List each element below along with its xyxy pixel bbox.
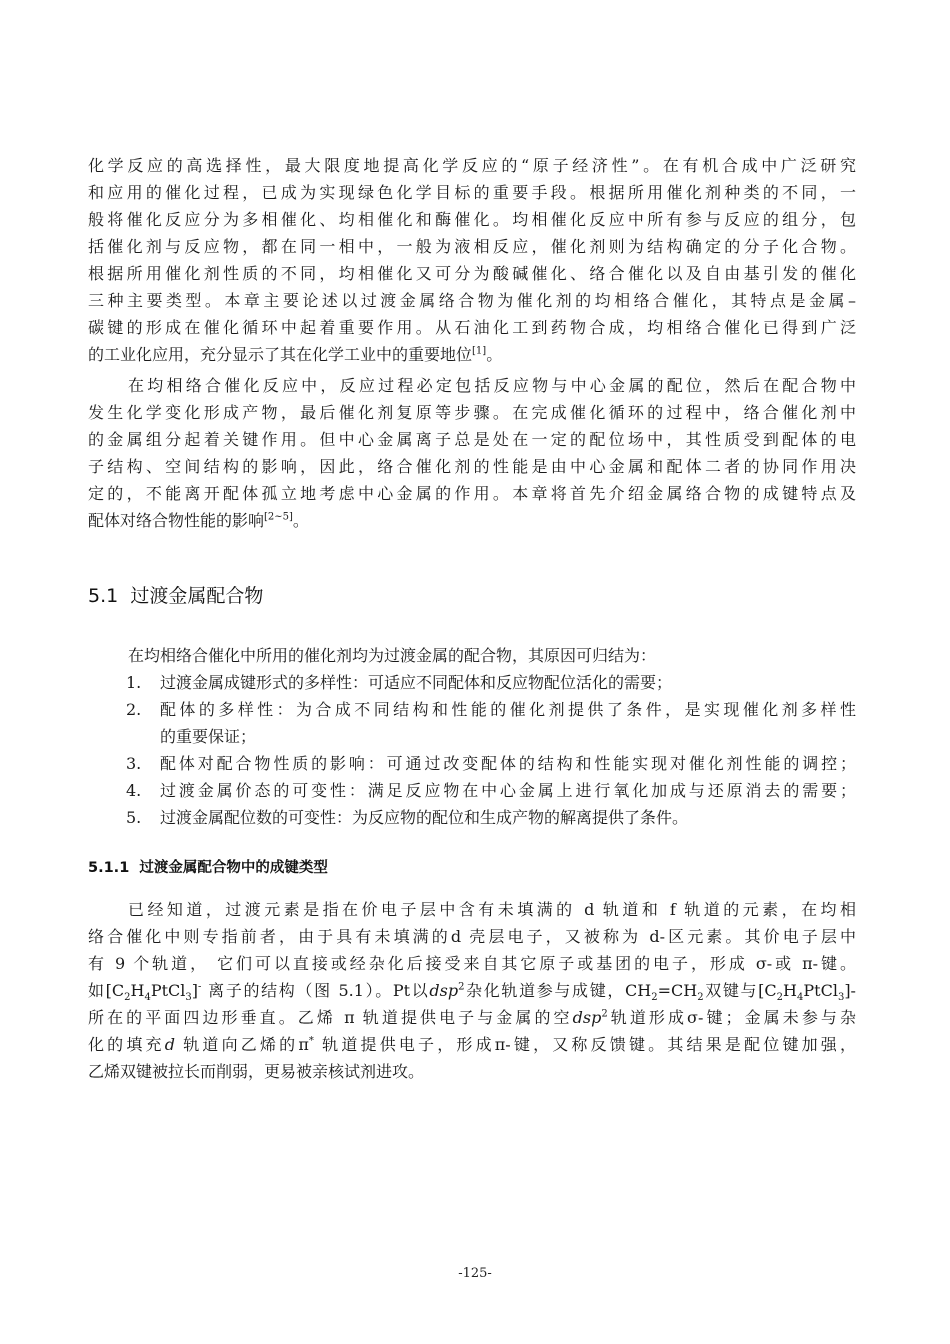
text-line — [88, 977, 856, 1004]
page-number: -125- — [458, 1266, 492, 1281]
text-span: ]- — [844, 981, 856, 1000]
text-line: 括催化剂与反应物，都在同一相中，一般为液相反应，催化剂则为结构确定的分子化合物。 — [88, 237, 856, 256]
subscript: 3 — [185, 992, 192, 1004]
subscript: 2 — [776, 992, 784, 1004]
text-span: dsp — [429, 981, 459, 1000]
list-number: 4. — [126, 781, 142, 800]
text-line: 和应用的催化过程，已成为实现绿色化学目标的重要手段。根据所用催化剂种类的不同，一 — [88, 183, 856, 202]
subscript: 2 — [697, 992, 704, 1004]
text-span: 轨道形成σ-键；金属未参与杂 — [607, 1008, 856, 1027]
text-span: 。 — [292, 511, 309, 530]
text-span: 轨道向乙烯的π — [174, 1035, 309, 1054]
text-span: 离子的结构（图 5.1）。Pt以 — [201, 981, 430, 1000]
text-span: 如[C — [88, 981, 125, 1000]
subsection-title: 过渡金属配合物中的成键类型 — [139, 860, 328, 876]
text-line — [88, 341, 856, 368]
text-span: =CH — [657, 981, 698, 1000]
superscript: 2 — [458, 981, 465, 993]
text-line: 在均相络合催化反应中，反应过程必定包括反应物与中心金属的配位，然后在配合物中 — [128, 376, 856, 395]
text-span: H — [783, 981, 797, 1000]
text-line — [88, 507, 856, 534]
list-text: 的重要保证； — [160, 727, 257, 746]
list-text: 过渡金属价态的可变性：满足反应物在中心金属上进行氧化加成与还原消去的需要； — [160, 781, 856, 800]
paragraph-1 — [88, 152, 856, 368]
text-span: 。 — [486, 345, 503, 364]
text-span: PtCl — [150, 981, 186, 1000]
text-span: 所在的平面四边形垂直。乙烯 π 轨道提供电子与金属的空 — [88, 1008, 573, 1027]
text-line: 有 9 个轨道， 它们可以直接或经杂化后接受来自其它原子或基团的电子，形成 σ-或 π-键。 — [88, 954, 856, 973]
text-line: 般将催化反应分为多相催化、均相催化和酶催化。均相催化反应中所有参与反应的组分，包 — [88, 210, 856, 229]
text-span: PtCl — [803, 981, 838, 1000]
section-number: 5.1 — [88, 585, 119, 607]
text-span: 的工业化应用，充分显示了其在化学工业中的重要地位 — [88, 345, 473, 364]
text-line — [88, 1031, 856, 1058]
text-span: dsp — [572, 1008, 602, 1027]
text-line: 三种主要类型。本章主要论述以过渡金属络合物为催化剂的均相络合催化，其特点是金属– — [88, 291, 856, 310]
list-number: 2. — [126, 700, 142, 719]
list-number: 5. — [126, 808, 142, 827]
citation: [1] — [472, 345, 487, 357]
text-span: 化的填充 — [88, 1035, 165, 1054]
superscript: * — [308, 1035, 314, 1047]
text-span: ] — [191, 981, 199, 1000]
paragraph-3 — [88, 896, 856, 1085]
superscript: 2 — [601, 1008, 608, 1020]
list-block — [88, 642, 856, 831]
text-line: 发生化学变化形成产物，最后催化剂复原等步骤。在完成催化循环的过程中，络合催化剂中 — [88, 403, 856, 422]
text-span: 双键与[C — [703, 981, 777, 1000]
subscript: 4 — [797, 992, 804, 1004]
section-title: 过渡金属配合物 — [130, 585, 264, 607]
text-line: 络合催化中则专指前者，由于具有未填满的d 壳层电子，又被称为 d-区元素。其价电子层中 — [88, 927, 856, 946]
list-number: 1. — [126, 673, 142, 692]
subscript: 3 — [837, 992, 845, 1004]
text-line: 子结构、空间结构的影响，因此，络合催化剂的性能是由中心金属和配体二者的协同作用决 — [88, 457, 856, 476]
section-heading — [88, 583, 263, 609]
subscript: 2 — [124, 992, 131, 1004]
subsection-number: 5.1.1 — [88, 860, 130, 876]
text-span: d — [164, 1035, 175, 1054]
list-item — [88, 777, 856, 804]
text-line: 乙烯双键被拉长而削弱，更易被亲核试剂进攻。 — [88, 1062, 425, 1081]
list-item-continuation — [88, 723, 856, 750]
list-item — [88, 804, 856, 831]
list-text: 过渡金属配位数的可变性：为反应物的配位和生成产物的解离提供了条件。 — [160, 808, 689, 827]
list-intro: 在均相络合催化中所用的催化剂均为过渡金属的配合物，其原因可归结为： — [128, 646, 657, 665]
list-text: 过渡金属成键形式的多样性：可适应不同配体和反应物配位活化的需要； — [160, 673, 673, 692]
superscript: - — [198, 981, 202, 993]
text-line: 的金属组分起着关键作用。但中心金属离子总是处在一定的配位场中，其性质受到配体的电 — [88, 430, 856, 449]
text-span: 轨道提供电子，形成π-键，又称反馈键。其结果是配位键加强， — [313, 1035, 856, 1054]
text-span: 配体对络合物性能的影响 — [88, 511, 265, 530]
list-text: 配体对配合物性质的影响：可通过改变配体的结构和性能实现对催化剂性能的调控； — [160, 754, 856, 773]
subscript: 2 — [651, 992, 658, 1004]
citation: [2~5] — [264, 511, 293, 523]
text-span: H — [130, 981, 145, 1000]
text-line: 化学反应的高选择性，最大限度地提高化学反应的“原子经济性”。在有机合成中广泛研究 — [88, 156, 856, 175]
text-line: 根据所用催化剂性质的不同，均相催化又可分为酸碱催化、络合催化以及自由基引发的催化 — [88, 264, 856, 283]
list-item — [88, 669, 856, 696]
subscript: 4 — [144, 992, 151, 1004]
list-item — [88, 696, 856, 723]
text-line — [88, 1004, 856, 1031]
subsection-heading — [88, 857, 328, 879]
text-line: 碳键的形成在催化循环中起着重要作用。从石油化工到药物合成，均相络合催化已得到广泛 — [88, 318, 856, 337]
list-item — [88, 750, 856, 777]
list-number: 3. — [126, 754, 142, 773]
paragraph-2 — [88, 372, 856, 534]
text-span: 杂化轨道参与成键，CH — [464, 981, 652, 1000]
text-line: 已经知道，过渡元素是指在价电子层中含有未填满的 d 轨道和 f 轨道的元素，在均相 — [128, 900, 856, 919]
list-text: 配体的多样性：为合成不同结构和性能的催化剂提供了条件，是实现催化剂多样性 — [160, 700, 856, 719]
text-line: 定的，不能离开配体孤立地考虑中心金属的作用。本章将首先介绍金属络合物的成键特点及 — [88, 484, 856, 503]
